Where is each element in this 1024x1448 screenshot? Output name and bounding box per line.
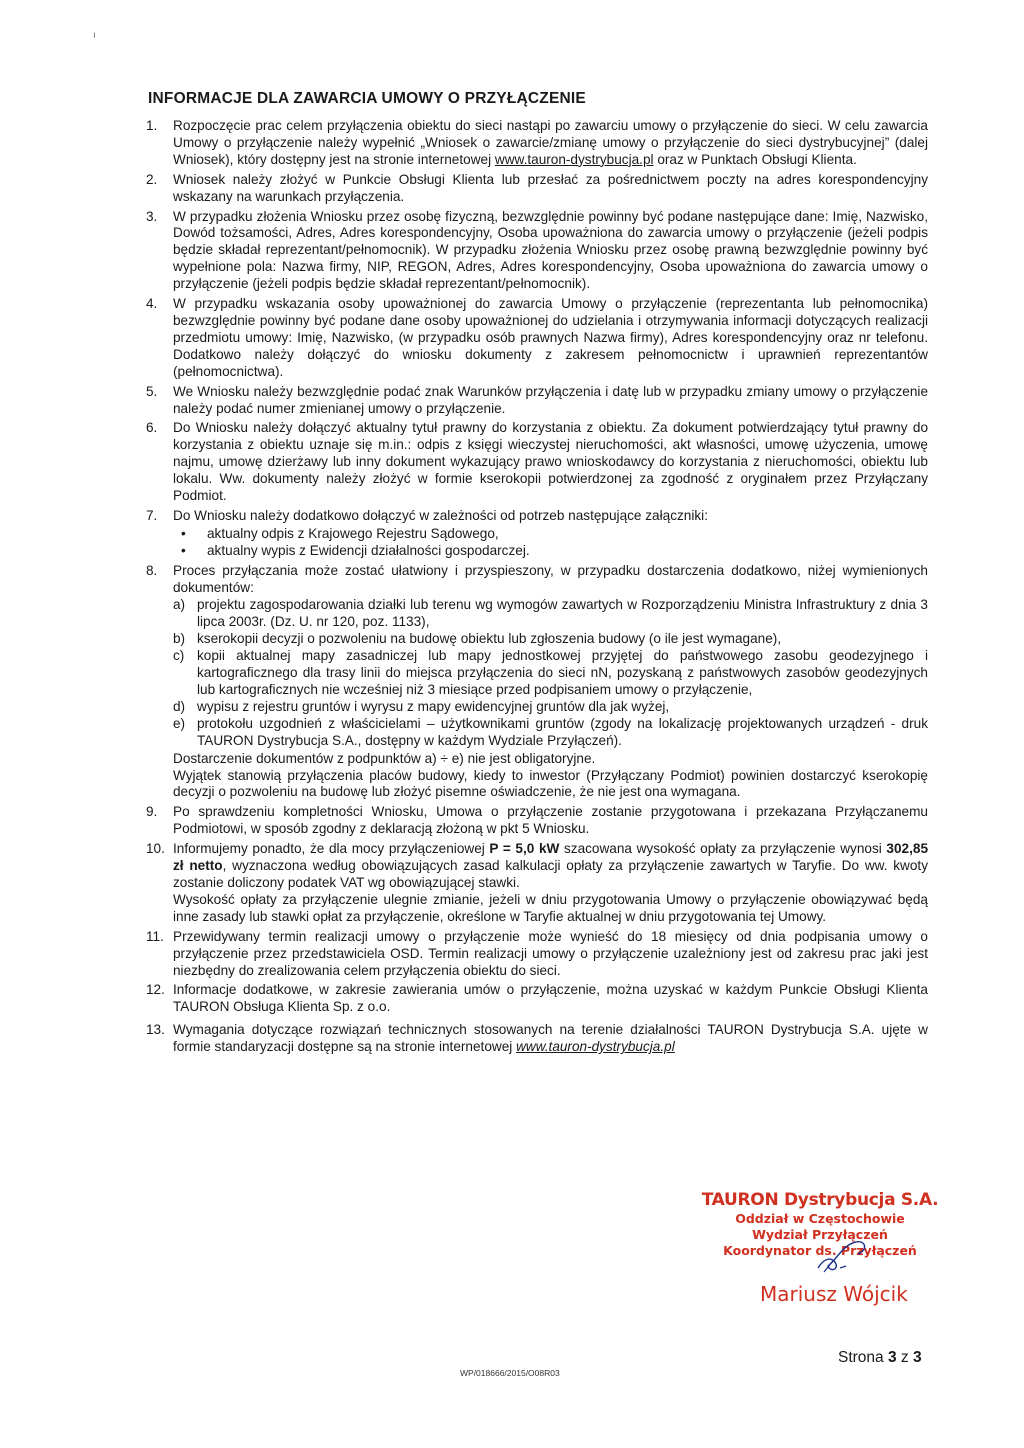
scan-mark: ı [93,30,96,41]
sub-list [173,597,928,749]
list-item-10 [146,841,928,926]
item-number: 11. [146,928,164,944]
list-item-4 [146,296,928,381]
list-item-3 [146,209,928,294]
sub-item [173,631,928,648]
item-number: 4. [146,296,158,312]
sub-letter: b) [173,631,186,647]
list-item-12 [146,982,928,1016]
item-number: 7. [146,507,158,523]
item-number: 13. [146,1022,165,1038]
list-item-7 [146,508,928,560]
item-text: Do Wniosku należy dołączyć aktualny tytuł prawny do korzystania z obiektu. Za dokument potwierdzający tytuł prawny do korzystania z obiektu uznaje się m.in.: odpis z księgi wieczystej nieruchomości, akt własności, umowę użyczenia, umowę najmu, umowę dzierżawy lub inny dokument wykazujący prawo wnioskodawcy do korzystania z nieruchomości, obiektu lub lokalu. Ww. dokumenty należy złożyć w formie kserokopii potwierdzonej za zgodność z oryginałem przez Przyłączany Podmiot. [173,420,928,504]
item-text: Wniosek należy złożyć w Punkcie Obsługi Klienta lub przesłać za pośrednictwem poczty na adres korespondencyjny wskazany na warunkach przyłączenia. [173,171,928,204]
sub-text: wypisu z rejestru gruntów i wyrysu z mapy ewidencyjnej gruntów dla jak wyżej, [197,698,670,714]
stamp-branch: Oddział w Częstochowie [735,1211,905,1226]
list-item-1 [146,118,928,169]
item-number: 6. [146,420,158,436]
stamp-name: Mariusz Wójcik [760,1282,908,1306]
item-text: We Wniosku należy bezwzględnie podać znak Warunków przyłączenia i datę lub w przypadku zmiany umowy o przyłączenie należy podać numer zmienianej umowy o przyłączenie. [173,383,928,416]
connection-power: P = 5,0 kW [489,841,560,857]
page-current: 3 [887,1349,897,1366]
item-text: W przypadku złożenia Wniosku przez osobę fizyczną, bezwzględnie powinny być podane następujące dane: Imię, Nazwisko, Dowód tożsamości, Adres, Adres korespondencyjny, Osoba upoważniona do zawarcia umowy o przyłączenie (jeżeli podpis będzie składał reprezentant/pełnomocnik). W przypadku złożenia Wniosku przez osobę prawną bezwzględnie powinny być wypełnione pola: Nazwa firmy, NIP, REGON, Adres, Adres korespondencyjny, Osoba upoważniona do zawarcia umowy o przyłączenie (jeżeli podpis będzie składał reprezentant/pełnomocnik). [173,208,928,292]
item-text: W przypadku wskazania osoby upoważnionej do zawarcia Umowy o przyłączenie (reprezentanta lub pełnomocnika) bezwzględnie powinny być podane dane osoby upoważnionej do udzielania i otrzymywania informacji dotyczących realizacji przedmiotu umowy: Imię, Nazwisko, (w przypadku osób prawnych Nazwa firmy), Adres korespondencyjny oraz nr telefonu. Dodatkowo należy dołączyć do wniosku dokumenty z zakresem pełnomocnictw i uprawnień reprezentantów (pełnomocnictwa). [173,296,928,379]
sub-letter: d) [173,698,186,714]
bullet-item: • aktualny wypis z Ewidencji działalności gospodarczej. [173,543,928,560]
item-note: Wyjątek stanowią przyłączenia placów budowy, kiedy to inwestor (Przyłączany Podmiot) powinien dostarczyć kserokopię decyzji o pozwoleniu na budowę lub złożyć pisemne oświadczenie, że nie jest ona wymagana. [173,767,928,800]
item-text: , wyznaczona według obowiązujących zasad kalkulacji opłaty za przyłączenie zawartych w Taryfie. Do ww. kwoty zostanie doliczony podatek VAT wg obowiązującej stawki. [173,858,928,890]
item-text: Do Wniosku należy dodatkowo dołączyć w zależności od potrzeb następujące załączniki: [173,507,708,523]
document-code: WP/018666/2015/O08R03 [460,1368,560,1378]
tauron-website-link[interactable]: www.tauron-dystrybucja.pl [494,151,654,167]
item-text: szacowana wysokość opłaty za przyłączenie wynosi [559,841,887,857]
list-item-13 [146,1022,928,1056]
page-separator: z [896,1349,913,1366]
handwritten-signature [810,1238,880,1278]
bullet-item: • aktualny odpis z Krajowego Rejestru Sądowego, [173,526,928,543]
item-text: Po sprawdzeniu kompletności Wniosku, Umowa o przyłączenie zostanie przygotowana i przekazana Przyłączanemu Podmiotowi, w sposób zgodny z deklaracją złożoną w pkt 5 Wniosku. [173,804,928,837]
sub-letter: c) [173,648,185,664]
item-text: Rozpoczęcie prac celem przyłączenia obiektu do sieci nastąpi po zawarciu umowy o przyłączenie do sieci. W celu zawarcia Umowy o przyłączenie należy wypełnić „Wniosek o zawarcie/zmianę umowy o przyłączenie do sieci dystrybucyjnej” (dalej Wniosek), który dostępny jest na stronie internetowej [173,118,928,167]
list-item-8 [146,563,928,802]
stamp-role: Koordynator ds. Przyłączeń [723,1243,917,1258]
sub-text: protokołu uzgodnień z właścicielami – użytkownikami gruntów (zgody na lokalizację projektowanych urządzeń - druk TAURON Dystrybucja S.A., dostępny w każdym Wydziale Przyłączeń). [197,715,928,748]
tauron-website-link[interactable]: www.tauron-dystrybucja.pl [516,1039,675,1055]
item-number: 9. [146,804,158,820]
sub-text: projektu zagospodarowania działki lub terenu wg wymogów zawartych w Rozporządzeniu Ministra Infrastruktury z dnia 3 lipca 2003r. (Dz. U. nr 120, poz. 1133), [197,597,928,630]
item-note: Dostarczenie dokumentów z podpunktów a) ÷ e) nie jest obligatoryjne. [173,750,596,766]
sub-item [173,597,928,631]
item-text: oraz w Punktach Obsługi Klienta. [653,151,857,167]
sub-item [173,716,928,750]
item-number: 8. [146,562,158,578]
sub-item [173,648,928,699]
item-text: Wymagania dotyczące rozwiązań technicznych stosowanych na terenie działalności TAURON Dystrybucja S.A. ujęte w formie standaryzacji dostępne są na stronie internetowej [173,1022,928,1055]
list-item-2 [146,172,928,206]
list-item-9 [146,804,928,838]
item-number: 2. [146,171,158,187]
item-number: 12. [146,982,165,998]
bullet-list [173,526,928,560]
item-text: Informacje dodatkowe, w zakresie zawierania umów o przyłączenie, można uzyskać w każdym Punkcie Obsługi Klienta TAURON Obsługa Klienta Sp. z o.o. [173,982,928,1015]
list-item-11 [146,929,928,980]
numbered-list [146,118,928,1059]
page-title: INFORMACJE DLA ZAWARCIA UMOWY O PRZYŁĄCZENIE [148,90,586,107]
page-prefix: Strona [838,1349,888,1366]
stamp-department: Wydział Przyłączeń [752,1227,888,1242]
item-text: Proces przyłączania może zostać ułatwiony i przyspieszony, w przypadku dostarczenia dodatkowo, niżej wymienionych dokumentów: [173,562,928,595]
sub-letter: e) [173,715,186,731]
page-number [838,1349,922,1367]
item-text: Informujemy ponadto, że dla mocy przyłączeniowej [173,841,490,857]
connection-fee: 302,85 zł netto [173,841,928,874]
item-number: 3. [146,208,158,224]
sub-letter: a) [173,597,186,613]
page-total: 3 [912,1349,922,1366]
sub-text: kserokopii decyzji o pozwoleniu na budowę obiektu lub zgłoszenia budowy (o ile jest wymagane), [197,631,782,647]
item-note: Wysokość opłaty za przyłączenie ulegnie zmianie, jeżeli w dniu przygotowania Umowy o przyłączenie obowiązywać będą inne zasady lub stawki opłat za przyłączenie, określone w Taryfie aktualnej w dniu przygotowania tej Umowy. [173,891,928,924]
sub-text: kopii aktualnej mapy zasadniczej lub mapy jednostkowej przyjętej do państwowego zasobu geodezyjnego i kartograficznego dla trasy linii do miejsca przyłączenia do sieci nN, pozyskaną z państwowych zasobów geodezyjnych lub kartograficznych nie wcześniej niż 3 miesiące przed podpisaniem umowy o przyłączenie, [197,648,928,697]
sub-item [173,699,928,716]
item-number: 1. [146,118,158,133]
item-number: 5. [146,383,158,399]
list-item-5 [146,384,928,418]
item-number: 10. [146,841,165,857]
list-item-6 [146,420,928,505]
item-text: Przewidywany termin realizacji umowy o przyłączenie może wynieść do 18 miesięcy od dnia podpisania umowy o przyłączenie przez przedstawiciela OSD. Termin realizacji umowy o przyłączenie uzależniony jest od zakresu prac jaki jest niezbędny do zrealizowania celem przyłączenia obiektu do sieci. [173,928,928,978]
stamp-company: TAURON Dystrybucja S.A. [701,1190,939,1210]
